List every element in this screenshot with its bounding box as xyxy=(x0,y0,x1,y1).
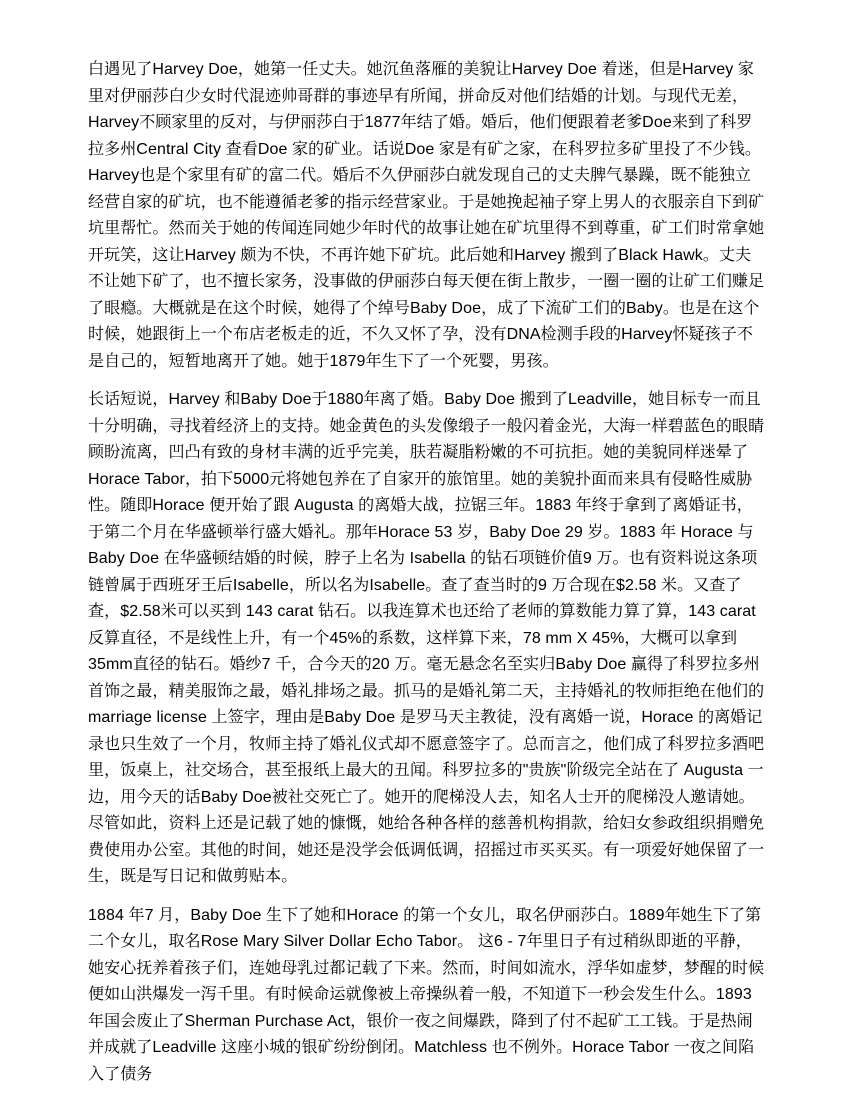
article-paragraph-2: 长话短说，Harvey 和Baby Doe于1880年离了婚。Baby Doe 搬到了Leadville，她目标专一而且十分明确，寻找着经济上的支持。她金黄色的头发像缎子一般闪着金光，大海一样碧蓝色的眼睛顾盼流离，凹凸有致的身材丰满的近乎完美，肤若凝脂粉嫩的不可抗拒。她的美貌同样迷晕了Horace Tabor，拍下5000元将她包养在了自家开的旅馆里。她的美貌扑面而来具有侵略性威胁性。随即Horace 便开始了跟 Augusta 的离婚大战，拉锯三年。1883 年终于拿到了离婚证书，于第二个月在华盛顿举行盛大婚礼。那年Horace 53 岁，Baby Doe 29 岁。1883 年 Horace 与 Baby Doe 在华盛顿结婚的时候，脖子上名为 Isabella 的钻石项链价值9 万。也有资料说这条项链曾属于西班牙王后Isabelle，所以名为Isabelle。查了查当时的9 万合现在$2.58 米。又查了查，$2.58米可以买到 143 carat 钻石。以我连算术也还给了老师的算数能力算了算，143 carat 反算直径，不是线性上升，有一个45%的系数，这样算下来，78 mm X 45%，大概可以拿到35mm直径的钻石。婚纱7 千，合今天的20 万。毫无悬念名至实归Baby Doe 赢得了科罗拉多州首饰之最，精美服饰之最，婚礼排场之最。抓马的是婚礼第二天，主持婚礼的牧师拒绝在他们的marriage license 上签字，理由是Baby Doe 是罗马天主教徒，没有离婚一说，Horace 的离婚记录也只生效了一个月，牧师主持了婚礼仪式却不愿意签字了。总而言之，他们成了科罗拉多酒吧里，饭桌上，社交场合，甚至报纸上最大的丑闻。科罗拉多的"贵族"阶级完全站在了 Augusta 一边，用今天的话Baby Doe被社交死亡了。她开的爬梯没人去，知名人士开的爬梯没人邀请她。尽管如此，资料上还是记载了她的慷慨，她给各种各样的慈善机构捐款，给妇女参政组织捐赠免费使用办公室。其他的时间，她还是没学会低调低调，招摇过市买买买。有一项爱好她保留了一生，既是写日记和做剪贴本。 xyxy=(88,391,765,885)
article-body xyxy=(88,57,766,1100)
article-paragraph-3: 1884 年7 月，Baby Doe 生下了她和Horace 的第一个女儿，取名伊丽莎白。1889年她生下了第二个女儿，取名Rose Mary Silver Dollar Echo Tabor。 这6 - 7年里日子有过稍纵即逝的平静，她安心抚养着孩子们，连她母乳过都记载了下来。然而，时间如流水，浮华如虚梦，梦醒的时候便如山洪爆发一泻千里。有时候命运就像被上帝操纵着一般，不知道下一秒会发生什么。1893 年国会废止了Sherman Purchase Act，银价一夜之间爆跌，降到了付不起矿工工钱。于是热闹并成就了Leadville 这座小城的银矿纷纷倒闭。Matchless 也不例外。Horace Tabor 一夜之间陷入了债务 xyxy=(88,906,765,1083)
article-paragraph-1: 白遇见了Harvey Doe，她第一任丈夫。她沉鱼落雁的美貌让Harvey Doe 着迷，但是Harvey 家里对伊丽莎白少女时代混迹帅哥群的事迹早有所闻，拼命反对他们结婚的计划。与现代无差，Harvey不顾家里的反对，与伊丽莎白于1877年结了婚。婚后，他们便跟着老爹Doe来到了科罗拉多州Central City 查看Doe 家的矿业。话说Doe 家是有矿之家，在科罗拉多矿里投了不少钱。Harvey也是个家里有矿的富二代。婚后不久伊丽莎白就发现自己的丈夫脾气暴躁，既不能独立经营自家的矿坑，也不能遵循老爹的指示经营家业。于是她挽起袖子穿上男人的衣服亲自下到矿坑里帮忙。然而关于她的传闻连同她少年时代的故事让她在矿坑里得不到尊重，矿工们时常拿她开玩笑，这让Harvey 颇为不快，不再许她下矿坑。此后她和Harvey 搬到了Black Hawk。丈夫不让她下矿了，也不擅长家务，没事做的伊丽莎白每天便在街上散步，一圈一圈的让矿工们赚足了眼瘾。大概就是在这个时候，她得了个绰号Baby Doe，成了下流矿工们的Baby。也是在这个时候，她跟街上一个布店老板走的近，不久又怀了孕，没有DNA检测手段的Harvey怀疑孩子不是自己的，短暂地离开了她。她于1879年生下了一个死婴，男孩。 xyxy=(88,61,765,370)
